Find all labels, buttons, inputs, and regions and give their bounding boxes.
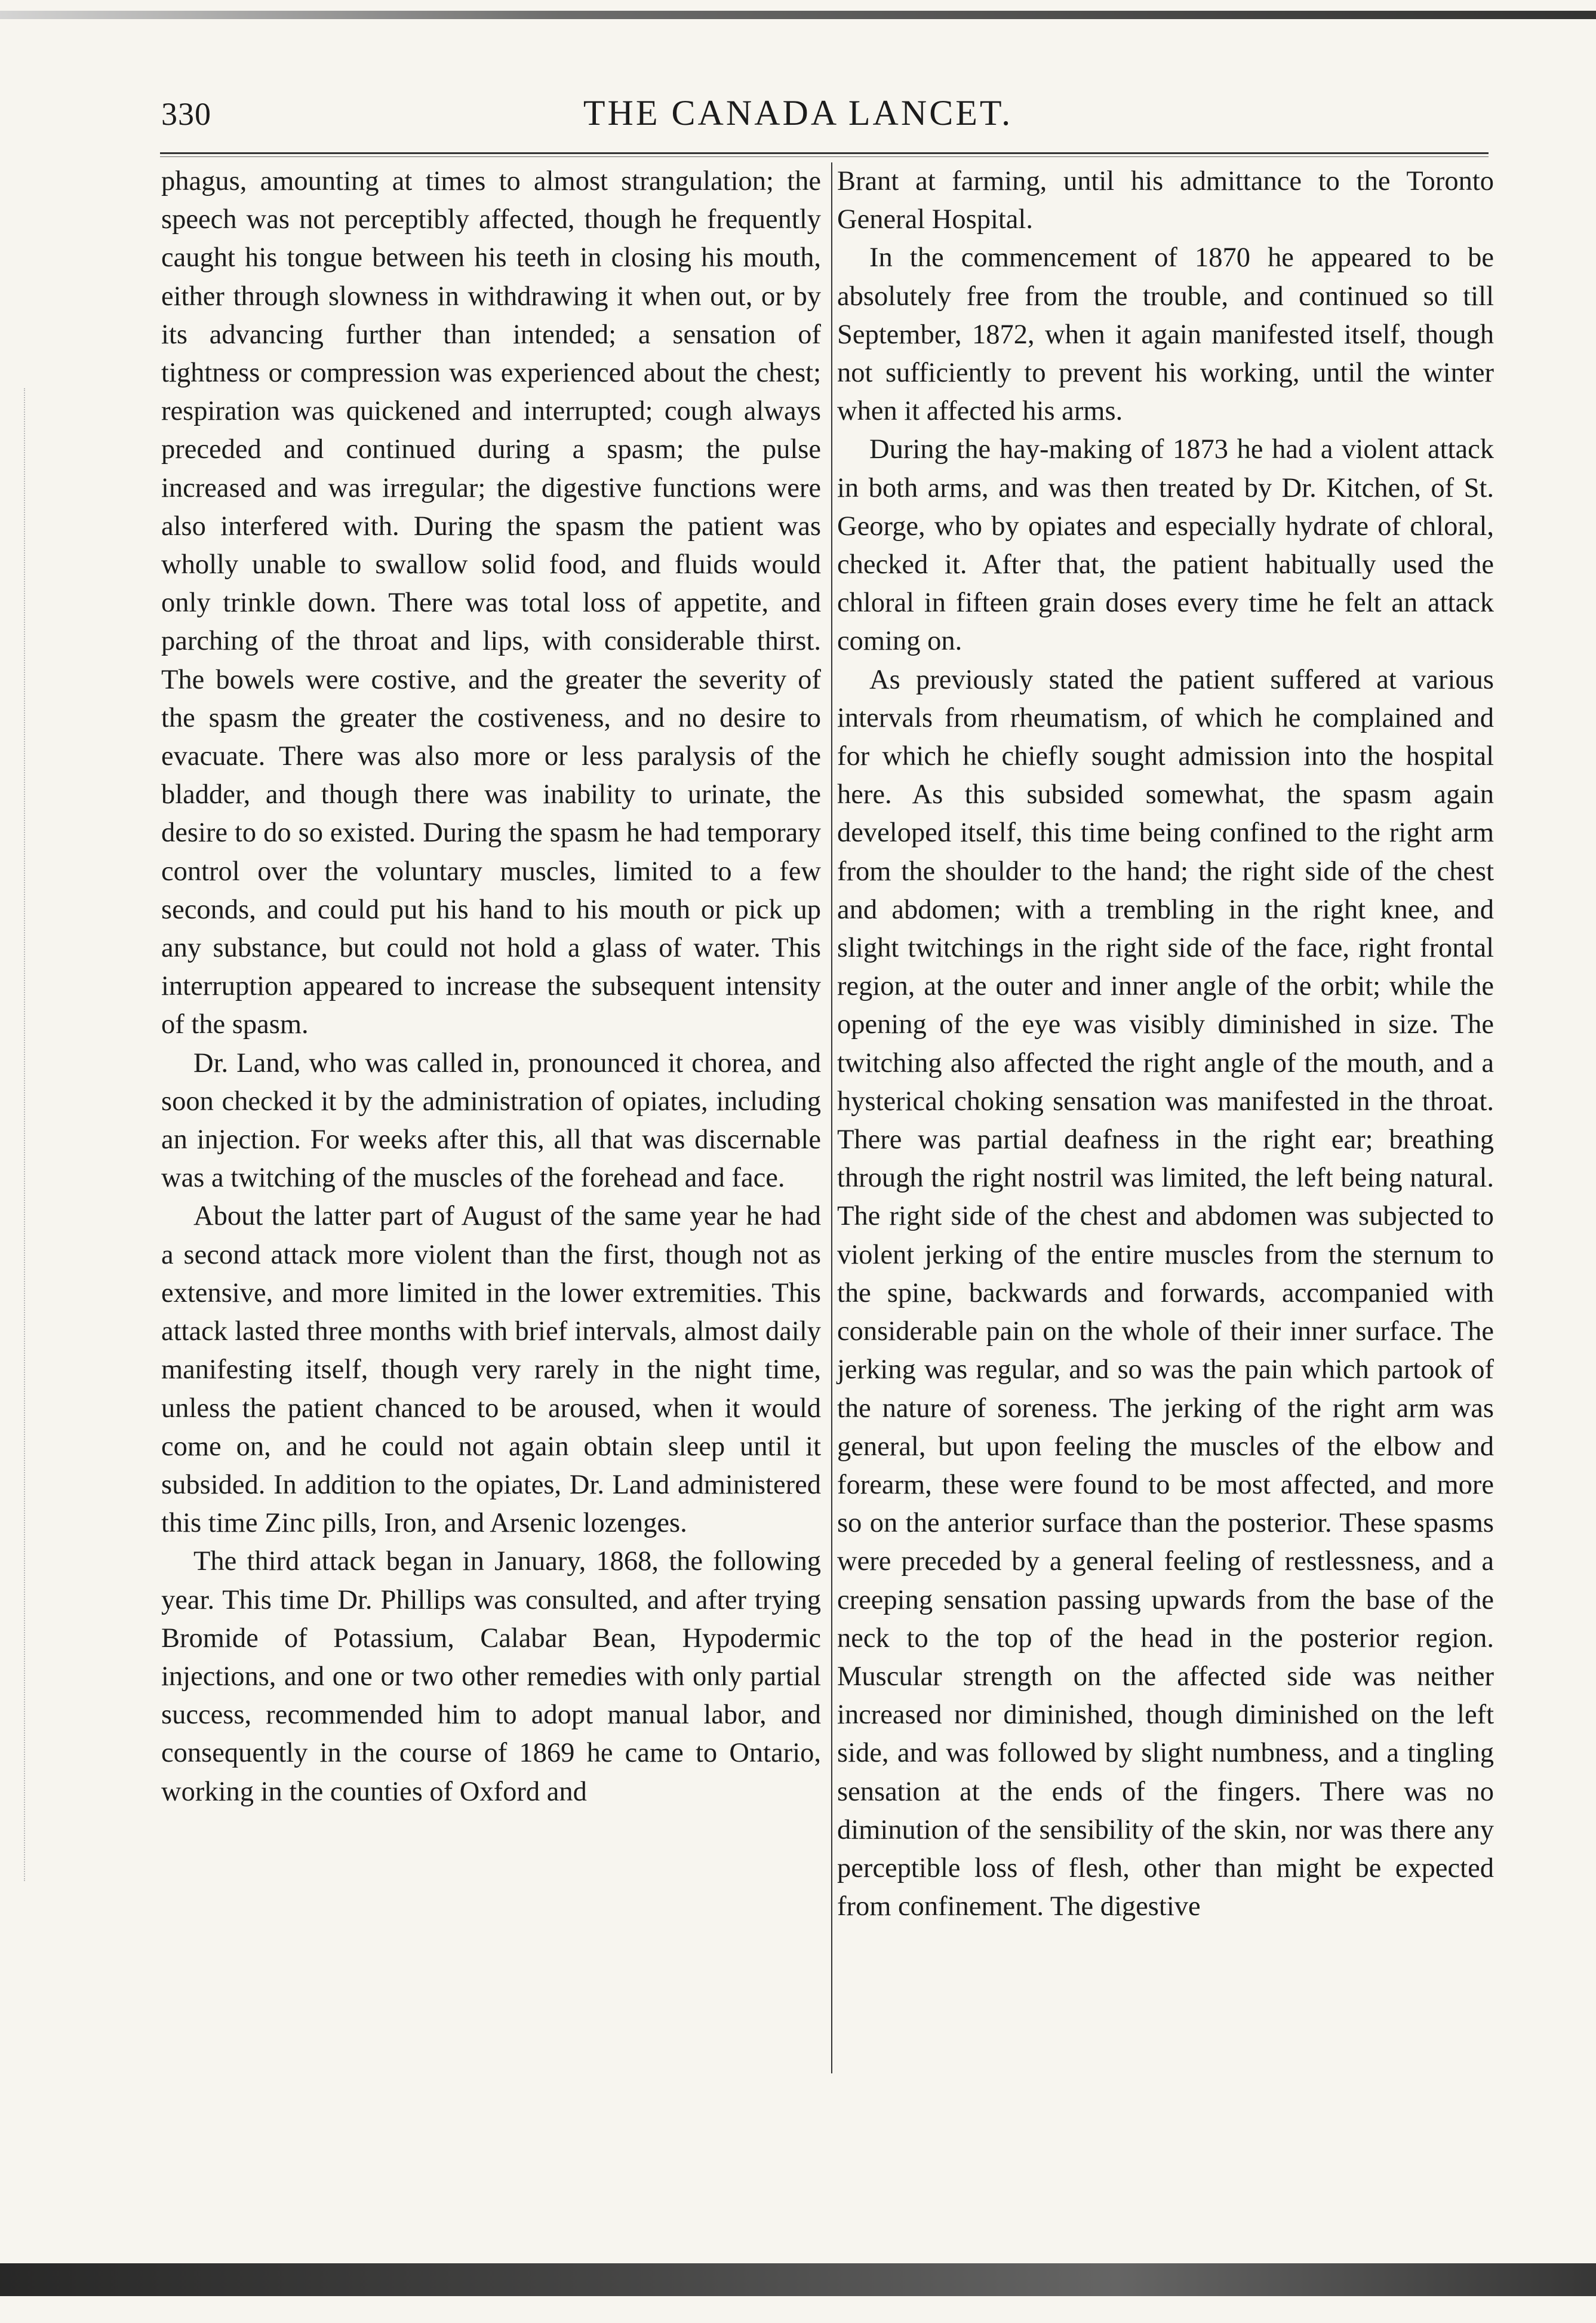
right-column: [837, 162, 1494, 1926]
header-rule: [160, 152, 1489, 154]
paragraph: During the hay-making of 1873 he had a violent attack in both arms, and was then treated by Dr. Kitchen, of St. George, who by opiates and especially hydrate of chloral, checked it. After that, the patient habitually used the chloral in fifteen grain doses every time he felt an attack coming on.: [837, 434, 1494, 657]
left-column: [161, 162, 821, 1811]
page-number: 330: [161, 96, 211, 132]
header-rule-thin: [160, 156, 1489, 157]
margin-scan-marks: [24, 388, 43, 1881]
paragraph: In the commencement of 1870 he appeared to be absolutely free from the trouble, and continued so till September, 1872, when it again manifested itself, though not sufficiently to prevent his working, until the winter when it affected his arms.: [837, 242, 1494, 427]
paragraph: Brant at farming, until his admittance to the Toronto General Hospital.: [837, 166, 1494, 235]
paragraph: As previously stated the patient suffered at various intervals from rheumatism, of which he complained and for which he chiefly sought admission into the hospital here. As this subsided somewhat, the spasm again developed itself, this time being confined to the right arm from the shoulder to the hand; the right side of the chest and abdomen; with a trembling in the right knee, and slight twitchings in the right side of the face, right frontal region, at the outer and inner angle of the orbit; while the opening of the eye was visibly diminished in size. The twitching also affected the right angle of the mouth, and a hysterical choking sensation was manifested in the throat. There was partial deafness in the right ear; breathing through the right nostril was limited, the left being natural. The right side of the chest and abdomen was subjected to violent jerking of the entire muscles from the sternum to the spine, backwards and forwards, accompanied with considerable pain on the whole of their inner surface. The jerking was regular, and so was the pain which partook of the nature of soreness. The jerking of the right arm was general, but upon feeling the muscles of the elbow and forearm, these were found to be most affected, and more so on the anterior surface than the posterior. These spasms were preceded by a general feeling of restlessness, and a creeping sensation passing upwards from the base of the neck to the top of the head in the posterior region. Muscular strength on the affected side was neither increased nor diminished, though diminished on the left side, and was followed by slight numbness, and a tingling sensation at the ends of the fingers. There was no diminution of the sensibility of the skin, nor was there any perceptible loss of flesh, other than might be expected from confinement. The digestive: [837, 664, 1494, 1922]
paragraph: phagus, amounting at times to almost strangulation; the speech was not perceptibly affected, though he frequently caught his tongue between his teeth in closing his mouth, either through slowness in withdrawing it when out, or by its advancing further than intended; a sensation of tightness or compression was experienced about the chest; respiration was quickened and interrupted; cough always preceded and continued during a spasm; the pulse increased and was irregular; the digestive functions were also interfered with. During the spasm the patient was wholly unable to swallow solid food, and fluids would only trinkle down. There was total loss of appetite, and parching of the throat and lips, with considerable thirst. The bowels were costive, and the greater the severity of the spasm the greater the costiveness, and no desire to evacuate. There was also more or less paralysis of the bladder, and though there was inability to urinate, the desire to do so existed. During the spasm he had temporary control over the voluntary muscles, limited to a few seconds, and could put his hand to his mouth or pick up any substance, but could not hold a glass of water. This interruption appeared to increase the subsequent intensity of the spasm.: [161, 166, 821, 1040]
paragraph: About the latter part of August of the same year he had a second attack more violent than the first, though not as extensive, and more limited in the lower extremities. This attack lasted three months with brief intervals, almost daily manifesting itself, though very rarely in the night time, unless the patient chanced to be aroused, when it would come on, and he could not again obtain sleep until it subsided. In addition to the opiates, Dr. Land administered this time Zinc pills, Iron, and Arsenic lozenges.: [161, 1201, 821, 1539]
paragraph: The third attack began in January, 1868, the following year. This time Dr. Phillips was consulted, and after trying Bromide of Potassium, Calabar Bean, Hypodermic injections, and one or two other remedies with only partial success, recommended him to adopt manual labor, and consequently in the course of 1869 he came to Ontario, working in the counties of Oxford and: [161, 1546, 821, 1807]
scan-edge-bottom: [0, 2263, 1596, 2296]
paragraph: Dr. Land, who was called in, pronounced it chorea, and soon checked it by the administration of opiates, including an injection. For weeks after this, all that was discernable was a twitching of the muscles of the forehead and face.: [161, 1047, 821, 1194]
scan-edge-top: [0, 11, 1596, 19]
running-title: THE CANADA LANCET.: [583, 93, 1013, 133]
column-divider: [831, 162, 832, 2073]
